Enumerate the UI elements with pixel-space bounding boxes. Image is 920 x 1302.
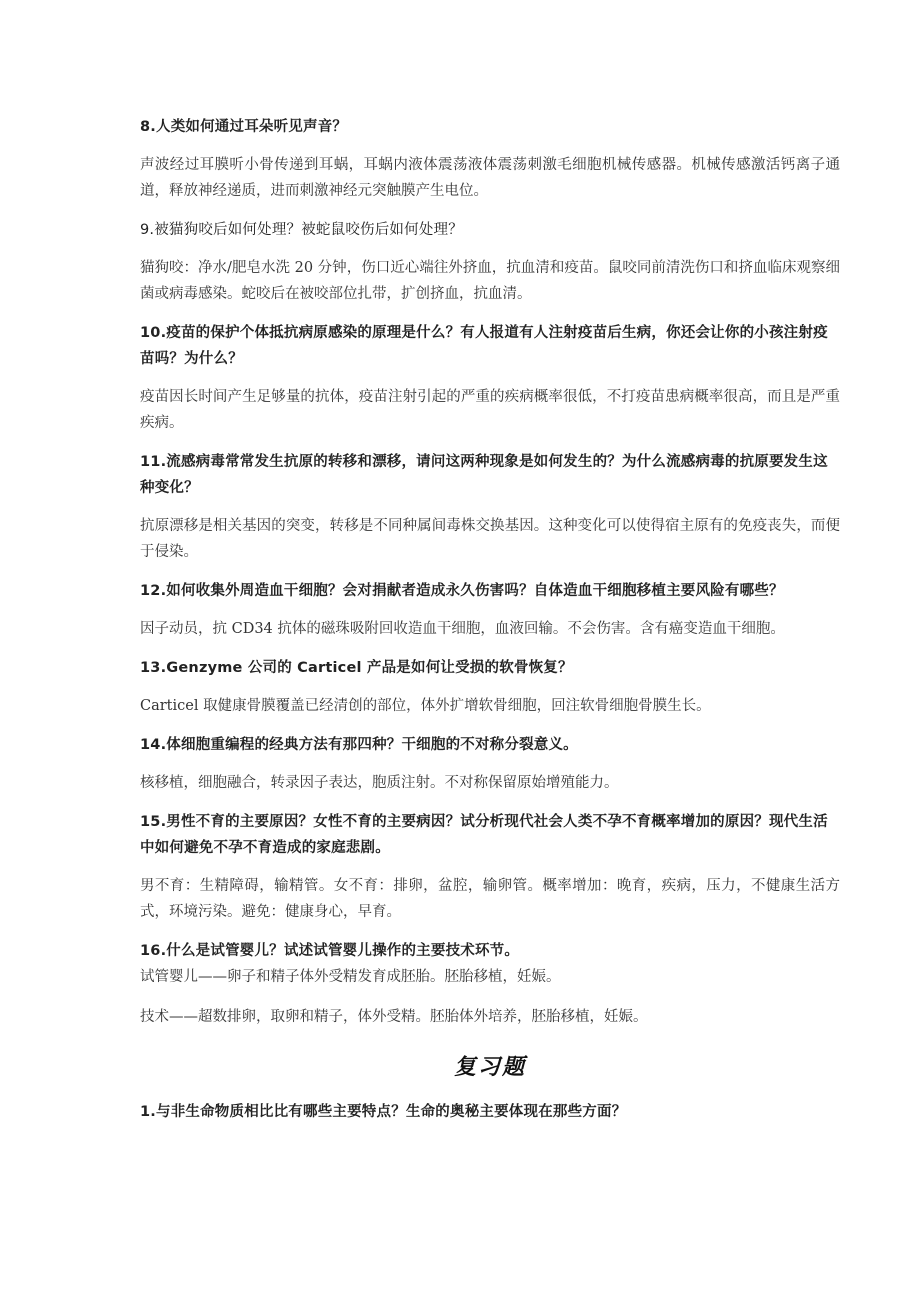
question-10: 10.疫苗的保护个体抵抗病原感染的原理是什么？有人报道有人注射疫苗后生病，你还会让你的小孩注射疫苗吗？为什么？ (140, 325, 828, 367)
question-14: 14.体细胞重编程的经典方法有那四种？干细胞的不对称分裂意义。 (140, 737, 578, 753)
answer-9: 猫狗咬：净水/肥皂水洗 20 分钟，伤口近心端往外挤血，抗血清和疫苗。鼠咬同前清洗伤口和挤血临床观察细菌或病毒感染。蛇咬后在被咬部位扎带，扩创挤血，抗血清。 (140, 260, 840, 302)
qa-item-15 (140, 809, 840, 925)
answer-15: 男不育：生精障碍，输精管。女不育：排卵，盆腔，输卵管。概率增加：晚育，疾病，压力，不健康生活方式，环境污染。避免：健康身心，早育。 (140, 878, 840, 920)
question-9: 9.被猫狗咬后如何处理？被蛇鼠咬伤后如何处理？ (140, 222, 463, 238)
answer-11: 抗原漂移是相关基因的突变，转移是不同种属间毒株交换基因。这种变化可以使得宿主原有的免疫丧失，而便于侵染。 (140, 518, 840, 560)
answer-16-technique: 技术——超数排卵，取卵和精子，体外受精。胚胎体外培养，胚胎移植，妊娠。 (140, 1009, 648, 1025)
question-16: 16.什么是试管婴儿？试述试管婴儿操作的主要技术环节。 (140, 943, 520, 959)
section-title: 复习题 (453, 1054, 526, 1080)
answer-12: 因子动员，抗 CD34 抗体的磁珠吸附回收造血干细胞，血液回输。不会伤害。含有癌变造血干细胞。 (140, 621, 785, 637)
question-8: 8.人类如何通过耳朵听见声音？ (140, 119, 348, 135)
answer-10: 疫苗因长时间产生足够量的抗体，疫苗注射引起的严重的疾病概率很低，不打疫苗患病概率很高，而且是严重疾病。 (140, 389, 840, 431)
qa-item-9 (140, 217, 840, 307)
qa-item-16 (140, 938, 840, 1030)
qa-item-14 (140, 732, 840, 796)
qa-item-8 (140, 114, 840, 204)
answer-16-definition: 试管婴儿——卵子和精子体外受精发育成胚胎。胚胎移植，妊娠。 (140, 969, 561, 985)
answer-13: Carticel 取健康骨膜覆盖已经清创的部位，体外扩增软骨细胞，回注软骨细胞骨膜生长。 (140, 698, 711, 714)
question-13: 13.Genzyme 公司的 Carticel 产品是如何让受损的软骨恢复？ (140, 660, 573, 676)
answer-8: 声波经过耳膜听小骨传递到耳蜗，耳蜗内液体震荡液体震荡刺激毛细胞机械传感器。机械传感激活钙离子通道，释放神经递质，进而刺激神经元突触膜产生电位。 (140, 157, 840, 199)
answer-14: 核移植，细胞融合，转录因子表达，胞质注射。不对称保留原始增殖能力。 (140, 775, 619, 791)
qa-item-10 (140, 320, 840, 436)
qa-item-12 (140, 578, 840, 642)
qa-item-13 (140, 655, 840, 719)
qa-item-11 (140, 449, 840, 565)
question-12: 12.如何收集外周造血干细胞？会对捐献者造成永久伤害吗？自体造血干细胞移植主要风险有哪些？ (140, 583, 784, 599)
question-11: 11.流感病毒常常发生抗原的转移和漂移，请问这两种现象是如何发生的？为什么流感病毒的抗原要发生这种变化？ (140, 454, 828, 496)
question-15: 15.男性不育的主要原因？女性不育的主要病因？试分析现代社会人类不孕不育概率增加的原因？现代生活中如何避免不孕不育造成的家庭悲剧。 (140, 814, 828, 856)
review-question-1: 1.与非生命物质相比比有哪些主要特点？生命的奥秘主要体现在那些方面？ (140, 1104, 627, 1120)
